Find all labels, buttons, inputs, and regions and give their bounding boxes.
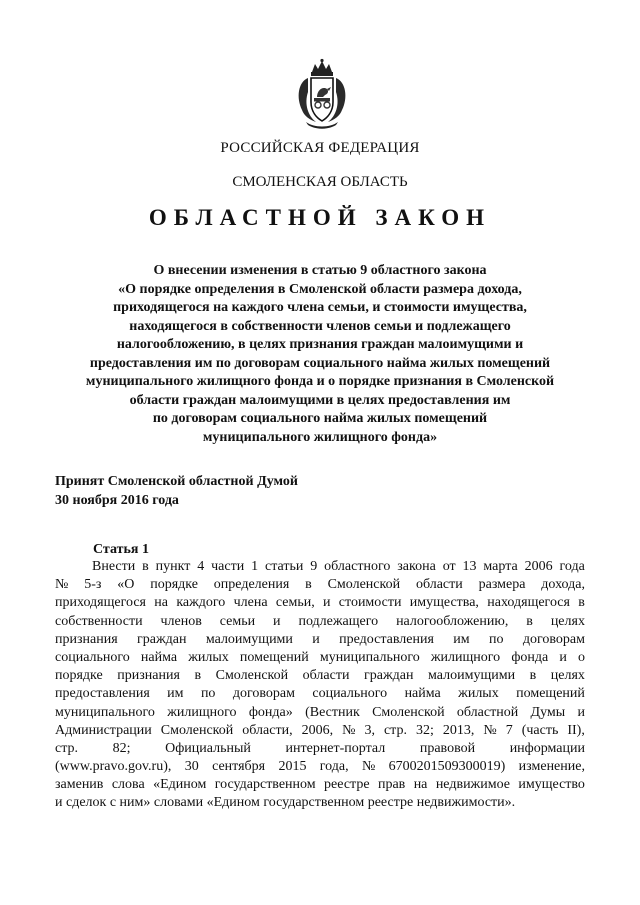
article-word: найма xyxy=(140,649,178,665)
article-word: имущество xyxy=(518,777,585,793)
article-word: Смоленской xyxy=(215,668,289,684)
article-word: в xyxy=(194,668,202,684)
article-word: 32; xyxy=(415,722,434,738)
article-word: Администрации xyxy=(55,722,152,738)
law-title-line: по договорам социального найма жилых помещений xyxy=(152,411,488,426)
article-word: № xyxy=(361,759,376,775)
article-word: имущества, xyxy=(409,595,479,611)
article-word: муниципального xyxy=(55,704,155,720)
article-word: закона xyxy=(397,559,436,574)
article-word: малоимущими xyxy=(428,668,516,684)
article-word: им xyxy=(167,686,184,702)
article-word: (www.pravo.gov.ru), xyxy=(55,759,172,775)
article-word: 7 xyxy=(505,722,513,738)
article-word: помещений xyxy=(239,649,309,665)
article-word: и xyxy=(273,613,281,629)
article-word: 82; xyxy=(112,740,131,756)
article-word: 30 xyxy=(184,759,199,775)
article-body-line xyxy=(55,631,585,649)
article-word: и xyxy=(312,631,320,647)
law-title-line: О внесении изменения в статью 9 областного закона xyxy=(153,263,487,278)
article-word: 3, xyxy=(364,722,375,738)
article-word: заменив xyxy=(55,777,104,793)
article-word: 1 xyxy=(251,559,259,574)
article-word: социального xyxy=(312,686,388,702)
article-word: жилых xyxy=(458,686,499,702)
article-word: «Едином xyxy=(153,777,207,793)
article-word: года xyxy=(559,559,585,574)
article-word: на xyxy=(413,777,428,793)
article-word: налогообложению, xyxy=(396,613,509,629)
article-word: члена xyxy=(233,595,268,611)
adoption-body: Принят Смоленской областной Думой xyxy=(55,474,298,489)
article-word: размера xyxy=(478,577,526,593)
article-body-line xyxy=(55,758,585,776)
article-word: жилищного xyxy=(167,704,237,720)
article-body-line xyxy=(55,594,585,612)
article-word: и xyxy=(559,649,567,665)
article-word: «О xyxy=(117,577,135,593)
article-word: областной xyxy=(456,704,519,720)
article-word: интернет-портал xyxy=(285,740,386,756)
article-word: фонда xyxy=(511,649,549,665)
article-word: Смоленской xyxy=(327,577,401,593)
article-word: реестре xyxy=(324,777,370,793)
article-word: 9 xyxy=(310,559,318,574)
coat-of-arms-icon xyxy=(294,58,350,130)
article-word: II), xyxy=(567,722,585,738)
article-body-line xyxy=(55,740,585,758)
article-word: им xyxy=(453,631,470,647)
article-body-line xyxy=(55,722,585,740)
article-word: 13 xyxy=(462,559,477,574)
country-name: РОССИЙСКАЯ ФЕДЕРАЦИЯ xyxy=(220,140,420,156)
article-word: жилых xyxy=(188,649,229,665)
article-body-line: и сделок с ним» словами «Едином государственном реестре недвижимости». xyxy=(55,795,516,811)
article-word: предоставления xyxy=(339,631,434,647)
article-word: и xyxy=(323,595,331,611)
law-title-line: «О порядке определения в Смоленской области размера дохода, xyxy=(118,281,522,297)
article-word: граждан xyxy=(137,631,187,647)
article-word: граждан xyxy=(364,668,414,684)
law-title-line: приходящегося на каждого члена семьи, и стоимости имущества, xyxy=(113,300,527,315)
article-body-line xyxy=(55,667,585,685)
article-word: о xyxy=(577,649,585,665)
law-title-line: находящегося в собственности членов семьи и подлежащего xyxy=(129,318,511,334)
article-word: каждого xyxy=(176,595,226,611)
article-word: порядке xyxy=(150,577,198,593)
article-word: социального xyxy=(55,649,130,665)
document-type-title: ОБЛАСТНОЙ ЗАКОН xyxy=(148,205,492,230)
article-word: области xyxy=(302,668,350,684)
article-word: и xyxy=(577,704,585,720)
article-word: в xyxy=(529,668,537,684)
article-word: 2006, xyxy=(301,722,334,738)
article-word: на xyxy=(154,595,169,611)
article-word: в xyxy=(578,595,585,611)
article-body-line xyxy=(55,704,585,722)
article-body-line xyxy=(55,613,585,631)
article-word: марта xyxy=(483,559,518,574)
article-word: государственном xyxy=(214,777,316,793)
article-word: малоимущими xyxy=(205,631,293,647)
article-body-line xyxy=(55,649,585,667)
article-word: 2013, xyxy=(442,722,475,738)
article-word: года, xyxy=(319,759,349,775)
article-word: 4 xyxy=(197,559,205,574)
article-word: целях xyxy=(550,613,585,629)
article-body-line xyxy=(55,685,585,703)
article-word: семьи xyxy=(219,613,256,629)
article-word: 2015 xyxy=(278,759,307,775)
article-word: членов xyxy=(160,613,202,629)
law-title-line: области граждан малоимущими в целях предоставления им xyxy=(129,392,511,408)
article-word: стр. xyxy=(55,740,79,756)
article-word: муниципального xyxy=(319,649,420,665)
article-word: сентября xyxy=(212,759,266,775)
article-word: приходящегося xyxy=(55,595,146,611)
article-word: порядке xyxy=(55,668,103,684)
article-word: признания xyxy=(117,668,180,684)
article-word: находящегося xyxy=(487,595,570,611)
article-word: Думы xyxy=(530,704,566,720)
article-word: (Вестник xyxy=(305,704,360,720)
article-word: от xyxy=(442,559,456,574)
article-word: Смоленской xyxy=(160,722,234,738)
article-word: (часть xyxy=(521,722,559,738)
article-word: областного xyxy=(324,559,391,574)
article-word: семьи, xyxy=(275,595,315,611)
law-title-line: муниципального жилищного фонда» xyxy=(202,429,438,445)
article-word: определения xyxy=(213,577,290,593)
article-word: найма xyxy=(404,686,441,702)
law-title xyxy=(40,262,600,447)
region-name: СМОЛЕНСКАЯ ОБЛАСТЬ xyxy=(232,174,408,190)
article-word: договорам xyxy=(232,686,295,702)
article-heading: Статья 1 xyxy=(93,542,149,557)
article-word: собственности xyxy=(55,613,143,629)
article-body-line xyxy=(55,776,585,794)
article-word: информации xyxy=(509,740,585,756)
article-word: предоставления xyxy=(55,686,150,702)
article-word: по xyxy=(200,686,216,702)
article-word: помещений xyxy=(516,686,585,702)
article-word: Официальный xyxy=(165,740,251,756)
article-word: стоимости xyxy=(338,595,402,611)
article-word: области, xyxy=(242,722,293,738)
article-word: Внести xyxy=(92,559,136,574)
law-title-line: муниципального жилищного фонда и о порядке признания в Смоленской xyxy=(85,374,555,389)
article-body-line xyxy=(55,558,585,576)
law-title-line: налогообложению, в целях признания граждан малоимущими и xyxy=(116,337,524,352)
article-word: в xyxy=(142,559,149,574)
article-word: в xyxy=(526,613,533,629)
article-word: статьи xyxy=(265,559,304,574)
article-word: дохода, xyxy=(541,577,585,593)
article-word: подлежащего xyxy=(298,613,379,629)
article-word: договорам xyxy=(522,631,585,647)
article-word: жилищного xyxy=(430,649,501,665)
article-word: фонда» xyxy=(248,704,293,720)
article-word: 2006 xyxy=(524,559,553,574)
article-word: № xyxy=(55,577,69,593)
article-word: прав xyxy=(377,777,406,793)
article-word: слова xyxy=(111,777,145,793)
article-body xyxy=(55,558,585,813)
article-word: области xyxy=(415,577,463,593)
article-word: № xyxy=(483,722,497,738)
article-word: стр. xyxy=(383,722,407,738)
article-word: признания xyxy=(55,631,118,647)
article-word: по xyxy=(488,631,504,647)
article-body-line xyxy=(55,576,585,594)
article-word: пункт xyxy=(155,559,191,574)
article-word: в xyxy=(305,577,312,593)
article-word: целях xyxy=(550,668,585,684)
article-word: правовой xyxy=(419,740,476,756)
article-word: 6700201509300019) xyxy=(388,759,506,775)
article-word: Смоленской xyxy=(372,704,445,720)
article-word: недвижимое xyxy=(435,777,510,793)
article-word: № xyxy=(342,722,356,738)
article-word: изменение, xyxy=(518,759,585,775)
article-word: части xyxy=(211,559,245,574)
law-title-line: предоставления им по договорам социального найма жилых помещений xyxy=(89,355,551,371)
adoption-date: 30 ноября 2016 года xyxy=(55,493,179,508)
article-word: 5-з xyxy=(84,577,102,593)
adoption-info xyxy=(55,472,298,510)
